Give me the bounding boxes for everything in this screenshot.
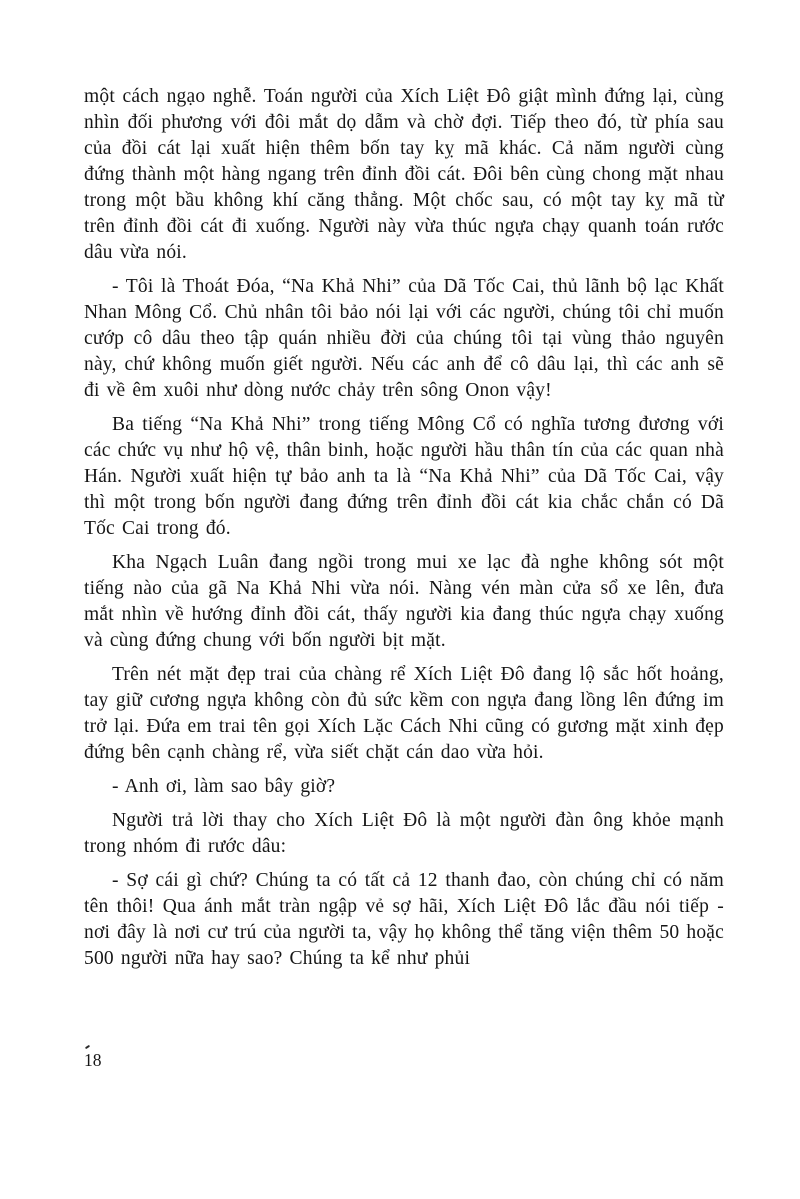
paragraph: Trên nét mặt đẹp trai của chàng rể Xích Liệt Đô đang lộ sắc hốt hoảng, tay giữ cương ngựa không còn đủ sức kềm con ngựa đang lồng lên đứng im trở lại. Đứa em trai tên gọi Xích Lặc Cách Nhi cũng có gương mặt xinh đẹp đứng bên cạnh chàng rể, vừa siết chặt cán dao vừa hỏi. — [84, 664, 724, 763]
paragraph: Kha Ngạch Luân đang ngồi trong mui xe lạc đà nghe không sót một tiếng nào của gã Na Khả Nhi vừa nói. Nàng vén màn cửa sổ xe lên, đưa mắt nhìn về hướng đỉnh đồi cát, thấy người kia đang thúc ngựa chạy xuống và cùng đứng chung với bốn người bịt mặt. — [84, 552, 724, 651]
paragraph-dialogue: - Anh ơi, làm sao bây giờ? — [112, 776, 336, 797]
scan-speck — [85, 1045, 90, 1050]
text-block — [84, 84, 724, 980]
paragraph: một cách ngạo nghễ. Toán người của Xích Liệt Đô giật mình đứng lại, cùng nhìn đối phương với đôi mắt dọ dẫm và chờ đợi. Tiếp theo đó, từ phía sau của đồi cát lại xuất hiện thêm bốn tay kỵ mã khác. Cả năm người cùng đứng thành một hàng ngang trên đỉnh đồi cát. Đôi bên cùng chong mặt nhau trong một bầu không khí căng thẳng. Một chốc sau, có một tay kỵ mã từ trên đỉnh đồi cát đi xuống. Người này vừa thúc ngựa chạy quanh toán rước dâu vừa nói. — [84, 86, 724, 263]
paragraph: Người trả lời thay cho Xích Liệt Đô là một người đàn ông khỏe mạnh trong nhóm đi rước dâu: — [84, 810, 724, 857]
page-number: 18 — [84, 1050, 102, 1070]
page-footer — [84, 1046, 102, 1071]
paragraph: Ba tiếng “Na Khả Nhi” trong tiếng Mông Cổ có nghĩa tương đương với các chức vụ như hộ vệ, thân binh, hoặc người hầu thân tín của các quan nhà Hán. Người xuất hiện tự bảo anh ta là “Na Khả Nhi” của Dã Tốc Cai, vậy thì một trong bốn người đang đứng trên đỉnh đồi cát kia chắc chắn có Dã Tốc Cai trong đó. — [84, 414, 724, 539]
paragraph: - Tôi là Thoát Đóa, “Na Khả Nhi” của Dã Tốc Cai, thủ lãnh bộ lạc Khất Nhan Mông Cổ. Chủ nhân tôi bảo nói lại với các người, chúng tôi chỉ muốn cướp cô dâu theo tập quán nhiều đời của chúng tôi tại vùng thảo nguyên này, chứ không muốn giết người. Nếu các anh để cô dâu lại, thì các anh sẽ đi về êm xuôi như dòng nước chảy trên sông Onon vậy! — [84, 276, 724, 401]
paragraph: - Sợ cái gì chứ? Chúng ta có tất cả 12 thanh đao, còn chúng chỉ có năm tên thôi! Qua ánh mắt tràn ngập vẻ sợ hãi, Xích Liệt Đô lắc đầu nói tiếp - nơi đây là nơi cư trú của người ta, vậy họ không thể tăng viện thêm 50 hoặc 500 người nữa hay sao? Chúng ta kể như phủi — [84, 870, 724, 969]
